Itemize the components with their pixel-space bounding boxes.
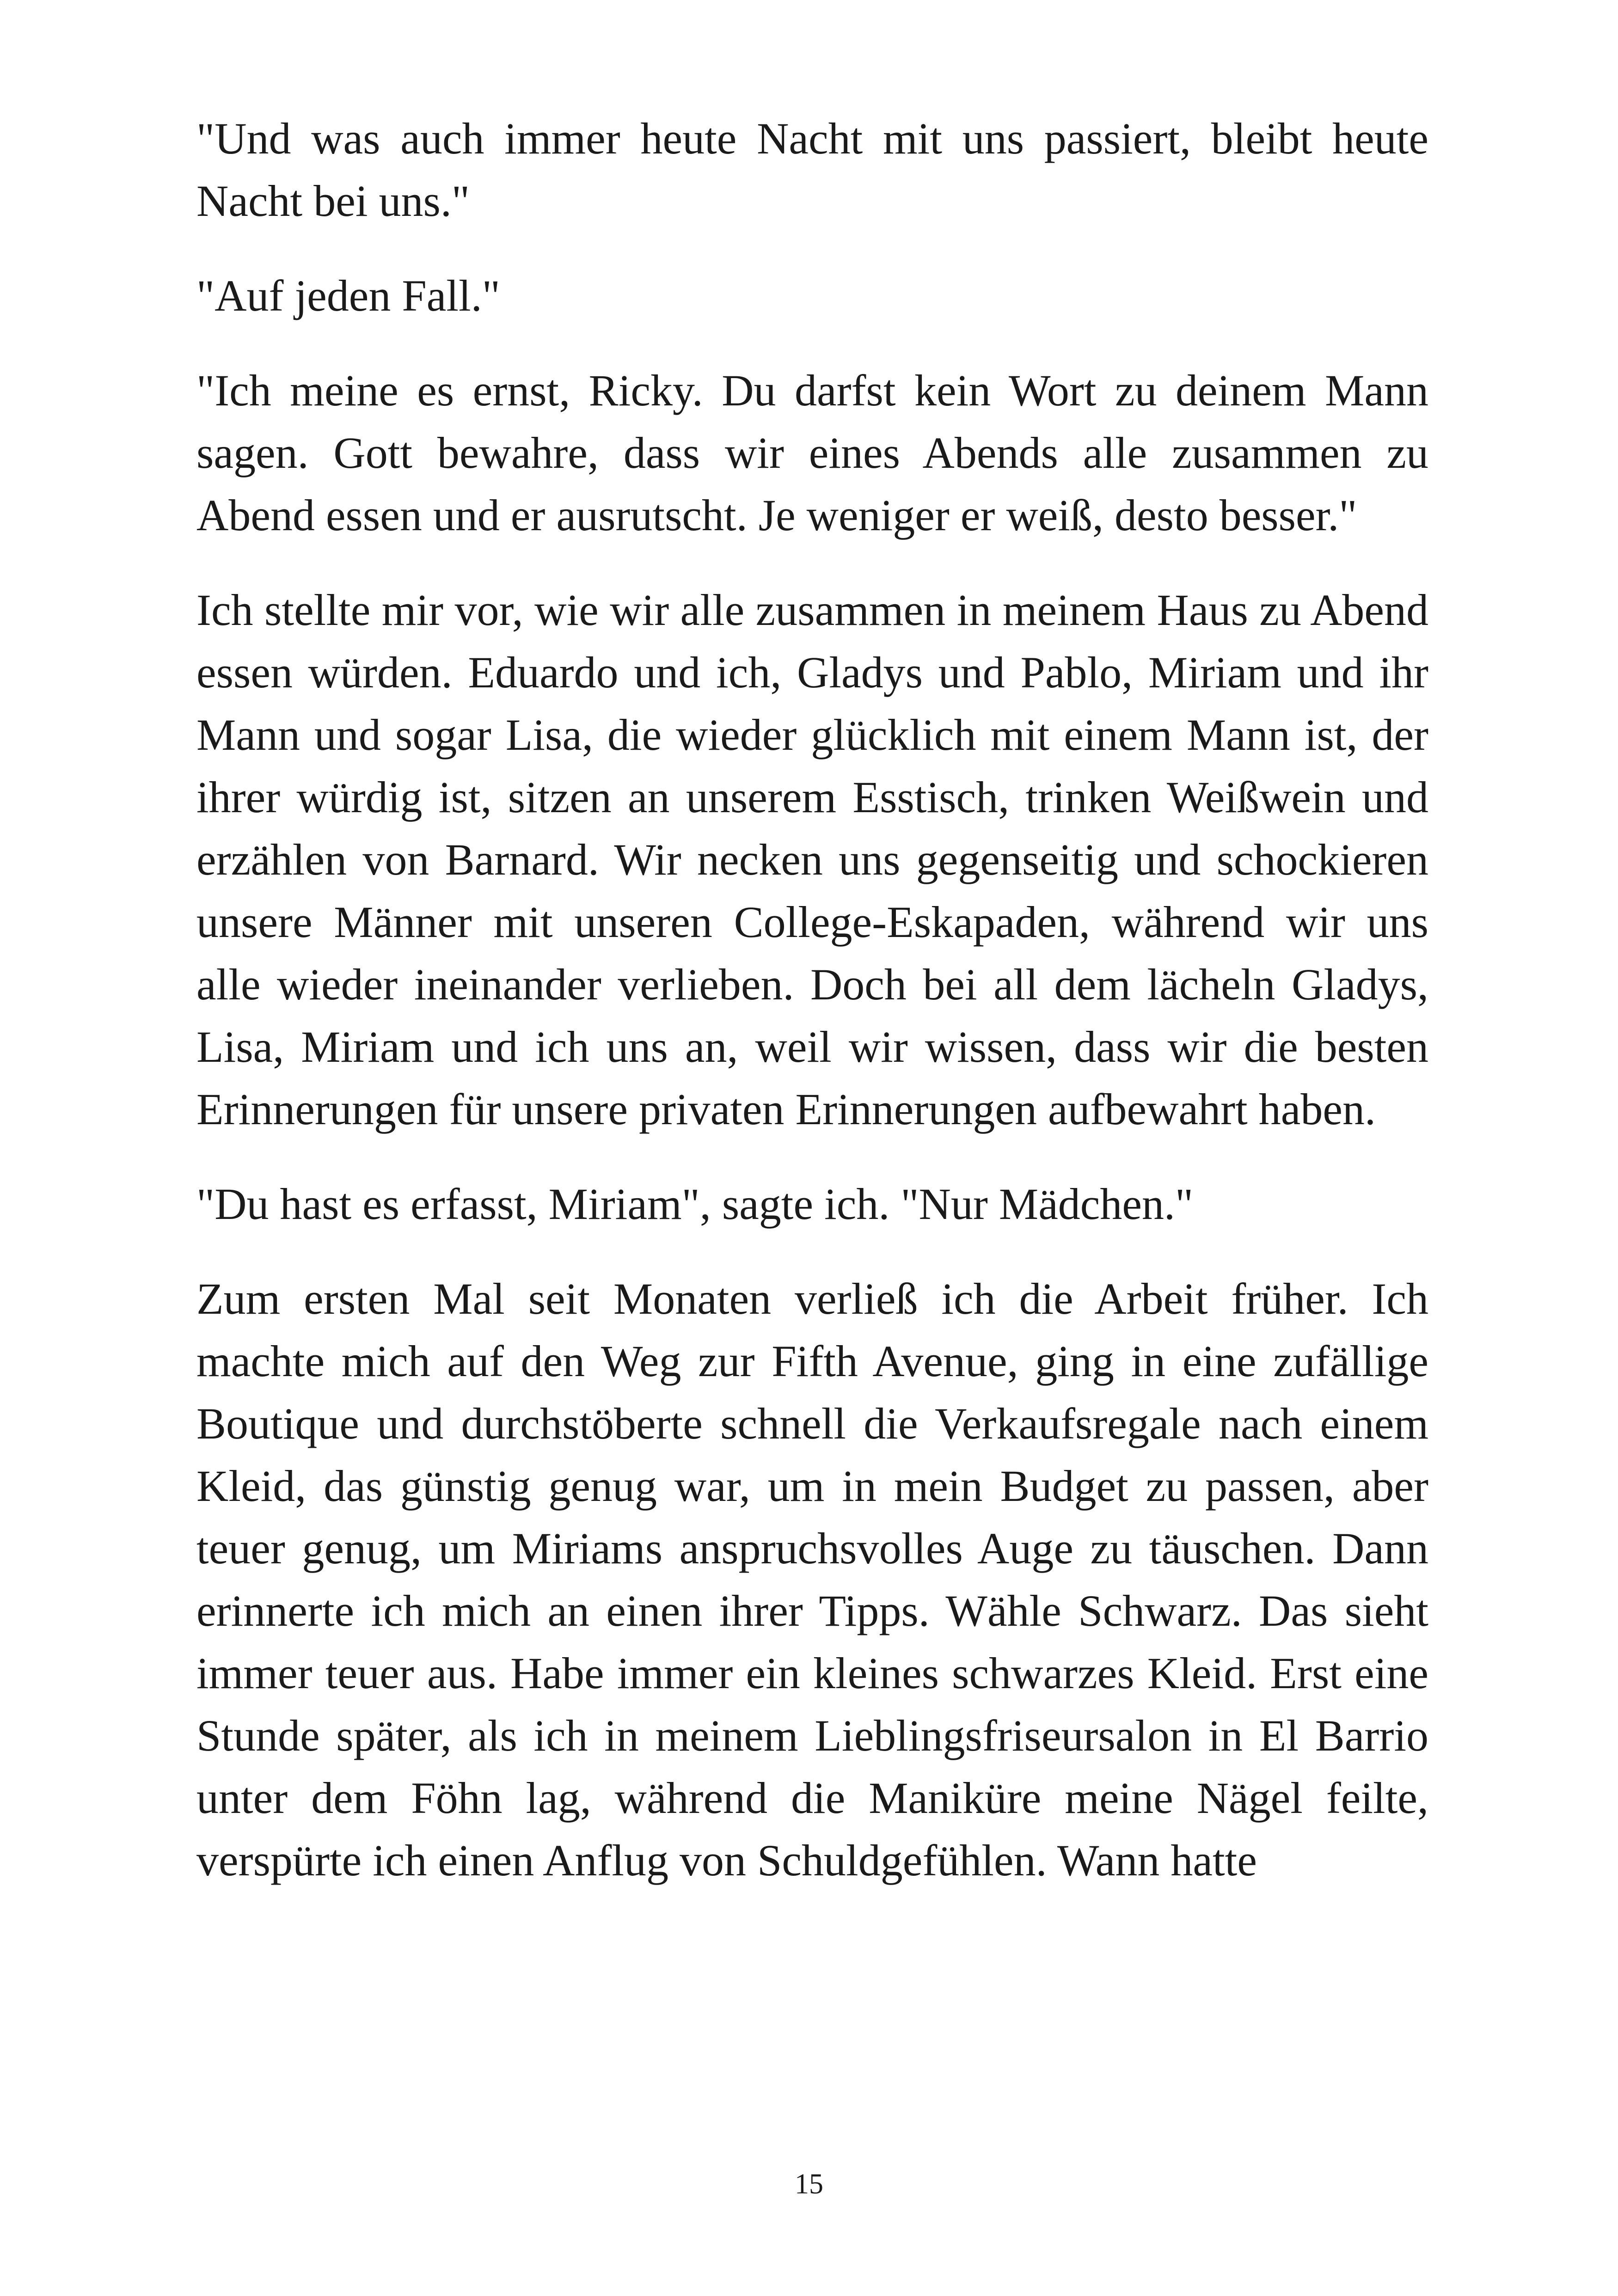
paragraph: Zum ersten Mal seit Monaten verließ ich die Arbeit früher. Ich machte mich auf den Weg zur Fifth Avenue, ging in eine zufällige Boutique und durchstöberte schnell die Verkaufsregale nach einem Kleid, das günstig genug war, um in mein Budget zu passen, aber teuer genug, um Miriams anspruchsvolles Auge zu täuschen. Dann erinnerte ich mich an einen ihrer Tipps. Wähle Schwarz. Das sieht immer teuer aus. Habe immer ein kleines schwarzes Kleid. Erst eine Stunde später, als ich in meinem Lieblingsfriseursalon in El Barrio unter dem Föhn lag, während die Maniküre meine Nägel feilte, verspürte ich einen Anflug von Schuldgefühlen. Wann hatte xyxy=(196,1274,1428,1885)
paragraph: Ich stellte mir vor, wie wir alle zusammen in meinem Haus zu Abend essen würden. Eduardo und ich, Gladys und Pablo, Miriam und ihr Mann und sogar Lisa, die wieder glücklich mit einem Mann ist, der ihrer würdig ist, sitzen an unserem Esstisch, trinken Weißwein und erzählen von Barnard. Wir necken uns gegenseitig und schockieren unsere Männer mit unseren College-Eskapaden, während wir uns alle wieder ineinander verlieben. Doch bei all dem lächeln Gladys, Lisa, Miriam und ich uns an, weil wir wissen, dass wir die besten Erinnerungen für unsere privaten Erinnerungen aufbewahrt haben. xyxy=(196,585,1428,1134)
body-text xyxy=(196,107,1428,1924)
page-number: 15 xyxy=(795,2168,823,2200)
paragraph: "Und was auch immer heute Nacht mit uns passiert, bleibt heute Nacht bei uns." xyxy=(196,114,1428,226)
paragraph: "Ich meine es ernst, Ricky. Du darfst kein Wort zu deinem Mann sagen. Gott bewahre, dass wir eines Abends alle zusammen zu Abend essen und er ausrutscht. Je weniger er weiß, desto besser." xyxy=(196,366,1428,540)
paragraph: "Du hast es erfasst, Miriam", sagte ich. "Nur Mädchen." xyxy=(196,1179,1194,1229)
paragraph: "Auf jeden Fall." xyxy=(196,271,500,320)
